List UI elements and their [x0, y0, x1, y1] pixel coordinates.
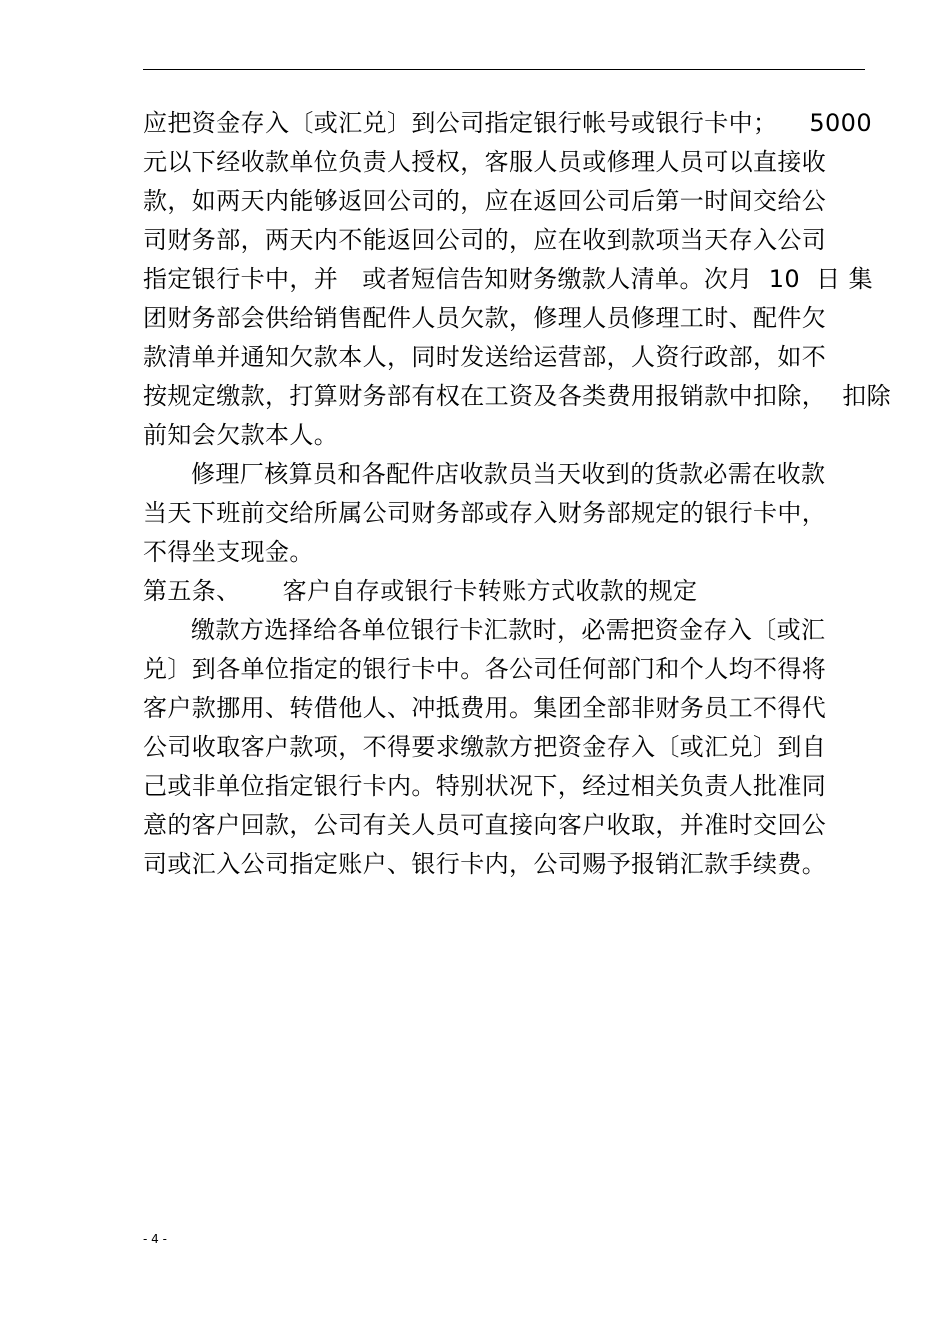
- header-rule: [143, 69, 865, 70]
- text-line-10: 修理厂核算员和各配件店收款员当天收到的货款必需在收款: [191, 460, 826, 488]
- text-line-17: 公司收取客户款项，不得要求缴款方把资金存入〔或汇兑〕到自: [143, 733, 827, 761]
- text-line-14: 缴款方选择给各单位银行卡汇款时，必需把资金存入〔或汇: [191, 616, 826, 644]
- text-line-12: 不得坐支现金。: [143, 538, 314, 566]
- article-title: 客户自存或银行卡转账方式收款的规定: [282, 577, 698, 605]
- article-number: 第五条、: [143, 577, 241, 605]
- article-heading: [143, 572, 878, 611]
- text-line-5: 指定银行卡中，并 或者短信告知财务缴款人清单。次月 10 日 集: [143, 265, 873, 293]
- text-line-18: 己或非单位指定银行卡内。特别状况下，经过相关负责人批准同: [143, 772, 827, 800]
- page-number: - 4 -: [143, 1232, 167, 1246]
- text-line-4: 司财务部，两天内不能返回公司的，应在收到款项当天存入公司: [143, 226, 827, 254]
- text-line-7: 款清单并通知欠款本人，同时发送给运营部，人资行政部，如不: [143, 343, 827, 371]
- document-body: [143, 104, 892, 884]
- text-line-11: 当天下班前交给所属公司财务部或存入财务部规定的银行卡中，: [143, 499, 827, 527]
- text-line-9: 前知会欠款本人。: [143, 421, 339, 449]
- text-line-6: 团财务部会供给销售配件人员欠款，修理人员修理工时、配件欠: [143, 304, 827, 332]
- text-line-1: [143, 104, 878, 143]
- text-line-15: 兑〕到各单位指定的银行卡中。各公司任何部门和个人均不得将: [143, 655, 827, 683]
- text-line-3: 款，如两天内能够返回公司的，应在返回公司后第一时间交给公: [143, 187, 827, 215]
- text-line-1-main: 应把资金存入〔或汇兑〕到公司指定银行帐号或银行卡中；: [143, 109, 778, 137]
- text-line-16: 客户款挪用、转借他人、冲抵费用。集团全部非财务员工不得代: [143, 694, 827, 722]
- text-line-20: 司或汇入公司指定账户、银行卡内，公司赐予报销汇款手续费。: [143, 850, 827, 878]
- text-line-2: 元以下经收款单位负责人授权，客服人员或修理人员可以直接收: [143, 148, 827, 176]
- text-line-8: 按规定缴款，打算财务部有权在工资及各类费用报销款中扣除， 扣除: [143, 382, 892, 410]
- text-line-1-amount: 5000: [809, 109, 872, 137]
- text-line-19: 意的客户回款，公司有关人员可直接向客户收取，并准时交回公: [143, 811, 827, 839]
